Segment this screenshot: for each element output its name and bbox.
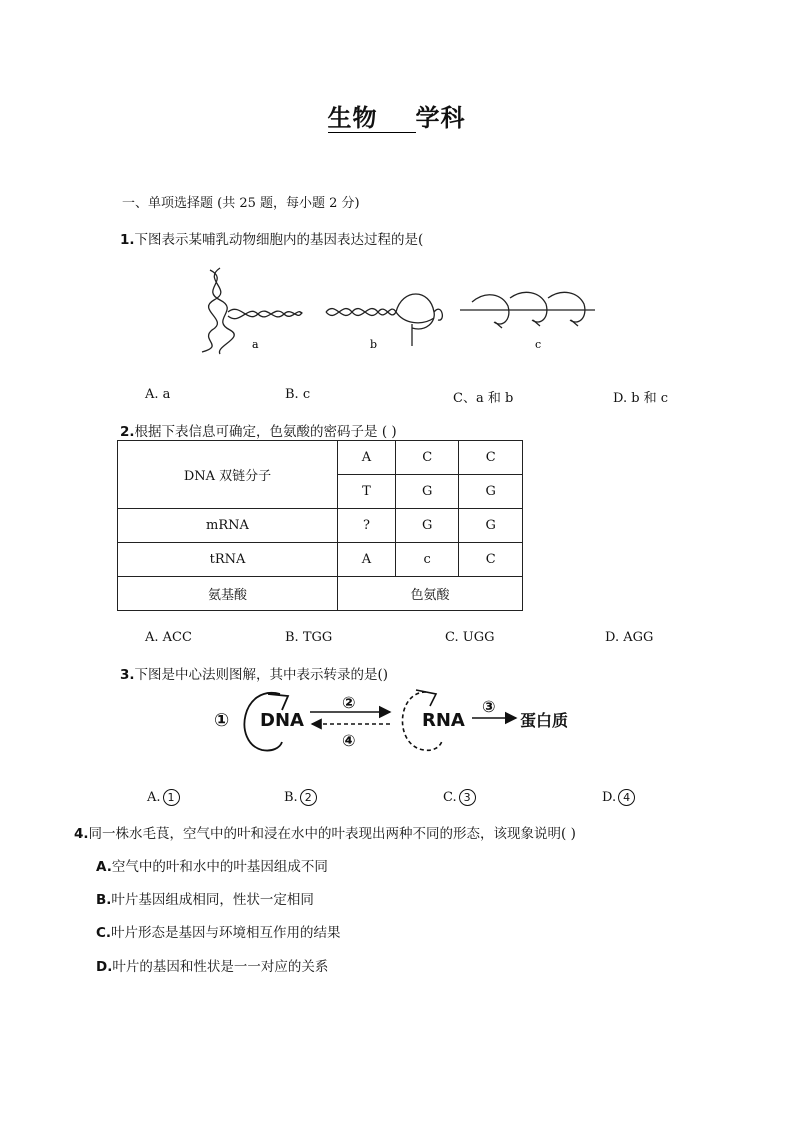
label-protein: 蛋白质: [520, 711, 569, 730]
table-cell: A: [338, 441, 396, 475]
q2-option-b[interactable]: B. TGG: [285, 630, 333, 645]
q2-option-a[interactable]: A. ACC: [145, 630, 192, 645]
title-suffix: 学科: [415, 104, 466, 132]
option-letter: C.: [443, 790, 457, 805]
table-cell: T: [338, 475, 396, 509]
table-cell: C: [459, 441, 523, 475]
figure-label-b: b: [370, 338, 378, 351]
central-dogma-diagram: [210, 684, 590, 756]
q4-option-a[interactable]: [96, 855, 328, 875]
table-cell: G: [395, 509, 458, 543]
question-4-text: 同一株水毛茛，空气中的叶和浸在水中的叶表现出两种不同的形态，该现象说明( ): [88, 826, 576, 842]
option-letter: A.: [96, 859, 112, 875]
question-3-number: 3.: [120, 667, 135, 683]
question-2: [120, 420, 397, 440]
question-1-number: 1.: [120, 232, 135, 248]
table-cell: C: [395, 441, 458, 475]
table-cell: c: [395, 543, 458, 577]
mrna-label-cell: mRNA: [118, 509, 338, 543]
dna-label-cell: DNA 双链分子: [118, 441, 338, 509]
q1-option-a[interactable]: A. a: [145, 387, 171, 402]
q2-option-d[interactable]: D. AGG: [605, 630, 654, 645]
table-cell: ?: [338, 509, 396, 543]
option-text: 叶片的基因和性状是一一对应的关系: [112, 959, 329, 975]
figure-label-c: c: [535, 338, 542, 351]
label-n3: ③: [482, 697, 496, 716]
q1-option-d[interactable]: D. b 和 c: [613, 391, 669, 406]
q2-option-c[interactable]: C. UGG: [445, 630, 495, 645]
q3-option-d[interactable]: [602, 789, 635, 806]
q4-option-c[interactable]: [96, 921, 341, 941]
circled-number-icon: 2: [300, 789, 317, 806]
q1-option-b[interactable]: B. c: [285, 387, 311, 402]
option-text: 叶片形态是基因与环境相互作用的结果: [111, 925, 341, 941]
option-letter: D.: [602, 790, 617, 805]
question-4-number: 4.: [74, 826, 89, 842]
option-text: 叶片基因组成相同，性状一定相同: [111, 892, 314, 908]
question-3: [120, 663, 388, 683]
option-text: 空气中的叶和水中的叶基因组成不同: [111, 859, 328, 875]
table-row: [118, 577, 523, 611]
page-title: [0, 98, 793, 133]
q3-option-b[interactable]: [284, 789, 317, 806]
table-row: [118, 543, 523, 577]
title-subject: 生物: [328, 104, 416, 133]
question-1: [120, 228, 423, 248]
circled-number-icon: 4: [618, 789, 635, 806]
option-letter: A.: [147, 790, 161, 805]
table-row: [118, 441, 523, 475]
trna-label-cell: tRNA: [118, 543, 338, 577]
gene-expression-figure: [190, 262, 610, 362]
table-cell: G: [395, 475, 458, 509]
question-1-text: 下图表示某哺乳动物细胞内的基因表达过程的是(: [134, 232, 424, 248]
q3-option-a[interactable]: [147, 789, 180, 806]
table-cell: G: [459, 475, 523, 509]
q4-option-b[interactable]: [96, 888, 314, 908]
question-2-text: 根据下表信息可确定，色氨酸的密码子是 ( ): [134, 424, 397, 440]
option-letter: B.: [96, 892, 112, 908]
q1-option-c[interactable]: C、a 和 b: [453, 391, 514, 406]
option-letter: C.: [96, 925, 112, 941]
label-dna: DNA: [260, 710, 304, 731]
figure-label-a: a: [252, 338, 259, 351]
q3-option-c[interactable]: [443, 789, 476, 806]
q4-option-d[interactable]: [96, 955, 328, 975]
table-cell: A: [338, 543, 396, 577]
label-n2: ②: [342, 693, 356, 712]
codon-table: [117, 440, 523, 611]
option-letter: D.: [96, 959, 113, 975]
question-4: [74, 822, 576, 842]
question-3-text: 下图是中心法则图解，其中表示转录的是(): [134, 667, 389, 683]
option-letter: B.: [284, 790, 298, 805]
table-cell: C: [459, 543, 523, 577]
amino-acid-value-cell: 色氨酸: [338, 577, 523, 611]
label-rna: RNA: [422, 710, 465, 731]
circled-number-icon: 1: [163, 789, 180, 806]
question-2-number: 2.: [120, 424, 135, 440]
label-n4: ④: [342, 731, 356, 750]
table-cell: G: [459, 509, 523, 543]
amino-acid-label-cell: 氨基酸: [118, 577, 338, 611]
circled-number-icon: 3: [459, 789, 476, 806]
section-heading: 一、单项选择题 (共 25 题，每小题 2 分): [122, 196, 360, 211]
table-row: [118, 509, 523, 543]
label-n1: ①: [214, 710, 230, 731]
